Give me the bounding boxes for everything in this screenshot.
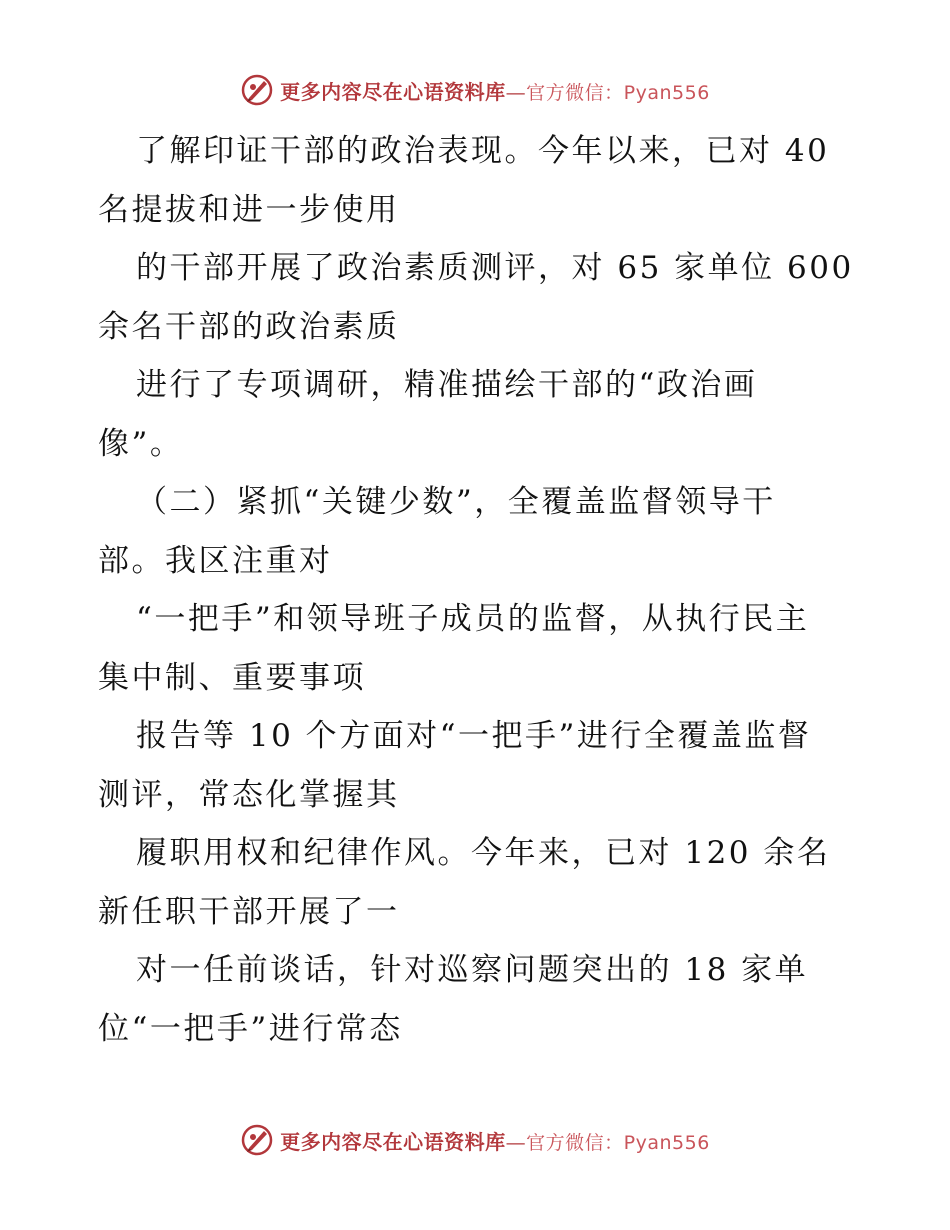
- body-text-line: 新任职干部开展了一: [98, 893, 400, 930]
- header-brand-text: 更多内容尽在心语资料库: [280, 79, 506, 104]
- body-text-line: 名提拔和进一步使用: [98, 191, 400, 228]
- body-text-line: （二）紧抓“关键少数”，全覆盖监督领导干: [136, 484, 776, 520]
- body-text-line: 了解印证干部的政治表现。今年以来，已对 40: [136, 133, 830, 169]
- body-text-line: 集中制、重要事项: [98, 659, 366, 696]
- quill-logo-icon: [240, 1123, 274, 1157]
- header-wechat-text: 官方微信：Pyan556: [526, 81, 710, 104]
- body-text-line: 对一任前谈话，针对巡察问题突出的 18 家单: [136, 952, 809, 988]
- footer-banner: [0, 1120, 950, 1160]
- body-text-line: 像”。: [98, 425, 184, 462]
- body-text-line: 履职用权和纪律作风。今年来，已对 120 余名: [136, 835, 831, 871]
- body-text-line: 的干部开展了政治素质测评，对 65 家单位 600: [136, 250, 854, 286]
- header-banner-text: [280, 76, 710, 105]
- header-banner: [0, 70, 950, 110]
- footer-wechat-text: 官方微信：Pyan556: [526, 1131, 710, 1154]
- body-text-line: 测评，常态化掌握其: [98, 776, 400, 813]
- body-text-line: 部。我区注重对: [98, 542, 333, 579]
- footer-brand-text: 更多内容尽在心语资料库: [280, 1129, 506, 1154]
- body-text-line: “一把手”和领导班子成员的监督，从执行民主: [136, 601, 810, 637]
- body-text-line: 余名干部的政治素质: [98, 308, 400, 345]
- body-text-line: 进行了专项调研，精准描绘干部的“政治画: [136, 367, 758, 403]
- body-text-line: 报告等 10 个方面对“一把手”进行全覆盖监督: [136, 718, 812, 754]
- body-text-line: 位“一把手”进行常态: [98, 1010, 403, 1047]
- document-body: [98, 122, 868, 1058]
- quill-logo-icon: [240, 73, 274, 107]
- footer-separator: —: [505, 1129, 527, 1154]
- header-separator: —: [505, 79, 527, 104]
- footer-banner-text: [280, 1126, 710, 1155]
